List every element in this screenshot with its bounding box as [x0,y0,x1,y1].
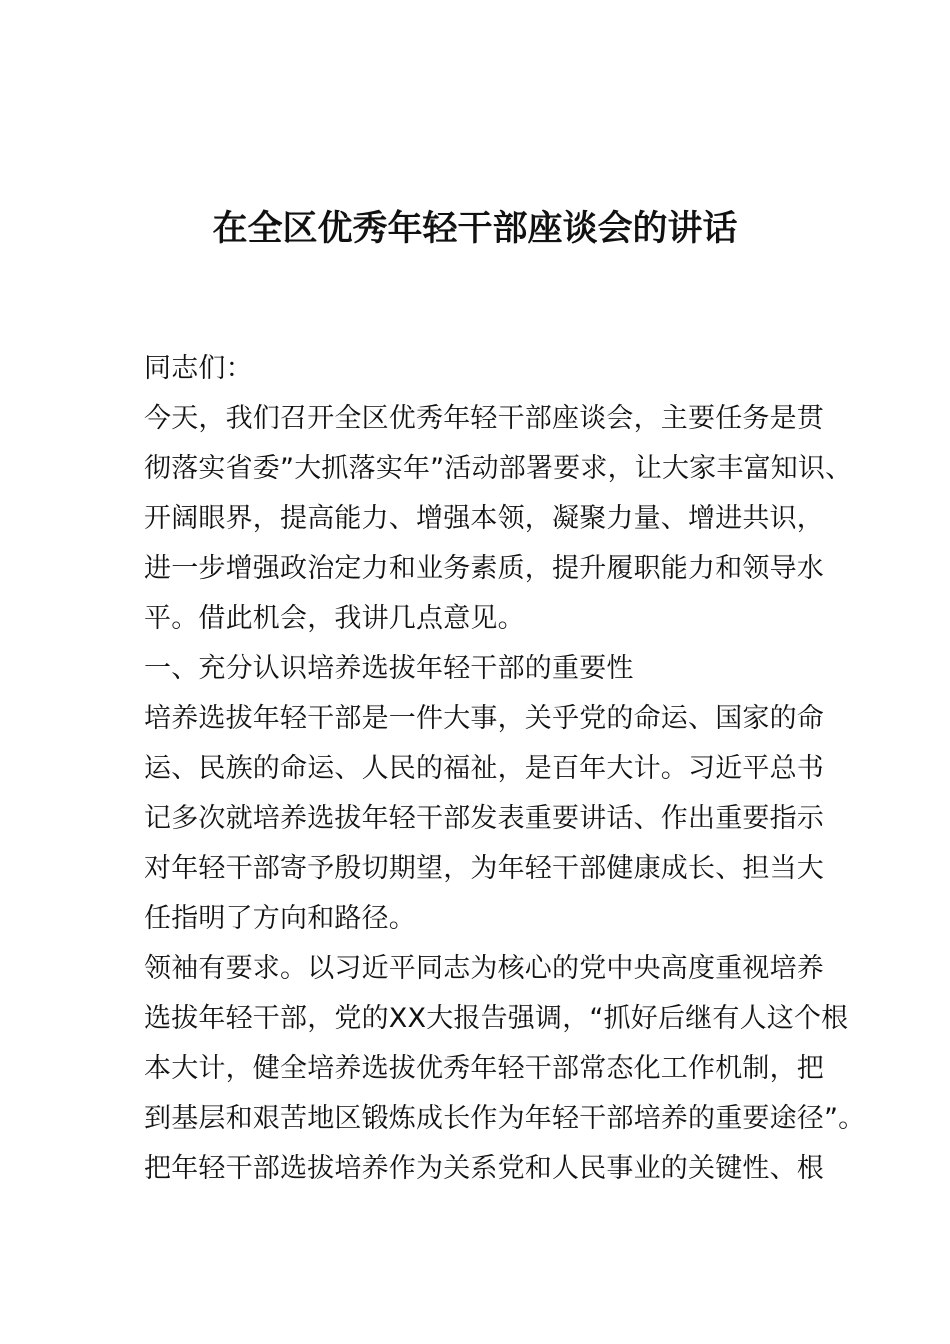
paragraph-line: 记多次就培养选拔年轻干部发表重要讲话、作出重要指示 [144,803,824,834]
paragraph-line: 到基层和艰苦地区锻炼成长作为年轻干部培养的重要途径”。 [144,1103,866,1134]
paragraph-line: 进一步增强政治定力和业务素质，提升履职能力和领导水 [144,553,824,584]
paragraph-line: 对年轻干部寄予殷切期望，为年轻干部健康成长、担当大 [144,853,824,884]
paragraph-line: 开阔眼界，提高能力、增强本领，凝聚力量、增进共识， [144,503,824,534]
paragraph-line: 平。借此机会，我讲几点意见。 [144,603,525,634]
paragraph-line: 把年轻干部选拔培养作为关系党和人民事业的关键性、根 [144,1153,824,1184]
paragraph-line: 今天，我们召开全区优秀年轻干部座谈会，主要任务是贯 [144,403,824,434]
section-heading: 一、充分认识培养选拔年轻干部的重要性 [144,653,634,684]
paragraph-line: 任指明了方向和路径。 [144,903,416,934]
paragraph-line: 彻落实省委”大抓落实年”活动部署要求，让大家丰富知识、 [144,453,853,484]
paragraph-line: 本大计，健全培养选拔优秀年轻干部常态化工作机制，把 [144,1053,824,1084]
document-title: 在全区优秀年轻干部座谈会的讲话 [212,209,738,249]
document-body [144,344,866,1194]
paragraph-line: 选拔年轻干部，党的XX大报告强调，“抓好后继有人这个根 [144,1003,849,1034]
paragraph-line: 领袖有要求。以习近平同志为核心的党中央高度重视培养 [144,953,824,984]
paragraph-line: 运、民族的命运、人民的福祉，是百年大计。习近平总书 [144,753,824,784]
paragraph-line: 培养选拔年轻干部是一件大事，关乎党的命运、国家的命 [144,703,824,734]
salutation-line: 同志们： [144,353,253,384]
